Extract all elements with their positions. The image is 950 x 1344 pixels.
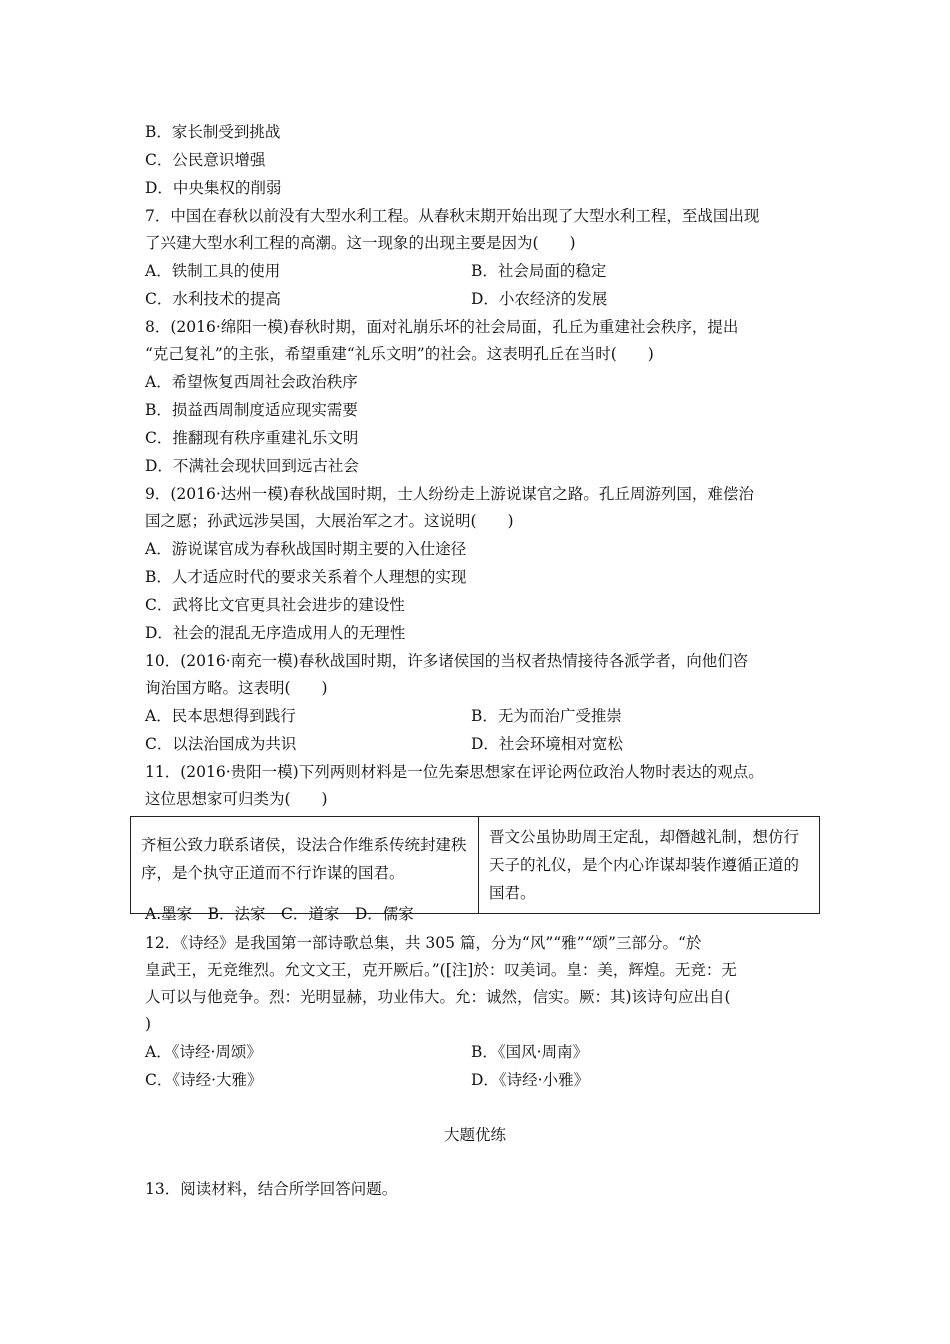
q8-option-a: A．希望恢复西周社会政治秩序	[145, 373, 358, 391]
q8-option-b: B．损益西周制度适应现实需要	[145, 401, 358, 419]
q7-stem-line2: 了兴建大型水利工程的高潮。这一现象的出现主要是因为( )	[145, 234, 576, 252]
q7-option-b: B．社会局面的稳定	[471, 262, 607, 280]
q9-option-a: A．游说谋官成为春秋战国时期主要的入仕途径	[145, 540, 467, 558]
q11-options: A.墨家 B．法家 C．道家 D．儒家	[145, 905, 414, 923]
q12-option-d: D．《诗经·小雅》	[471, 1071, 590, 1089]
q8-stem-line1: 8．(2016·绵阳一模)春秋时期，面对礼崩乐坏的社会局面，孔丘为重建社会秩序，提出	[145, 318, 739, 336]
q8-option-d: D．不满社会现状回到远古社会	[145, 457, 359, 475]
q11-material-left: 齐桓公致力联系诸侯，设法合作维系传统封建秩序，是个执守正道而不行诈谋的国君。	[131, 817, 479, 914]
q13-stem-line1: 13．阅读材料，结合所学回答问题。	[145, 1180, 398, 1198]
q10-option-a: A．民本思想得到践行	[145, 707, 296, 725]
q12-option-b: B．《国风·周南》	[471, 1043, 589, 1061]
q11-material-table	[130, 816, 820, 914]
q11-stem-line2: 这位思想家可归类为( )	[145, 790, 328, 808]
q11-material-right: 晋文公虽协助周王定乱，却僭越礼制，想仿行天子的礼仪，是个内心诈谋却装作遵循正道的国君。	[479, 817, 820, 914]
q10-stem-line2: 询治国方略。这表明( )	[145, 679, 328, 697]
q7-option-d: D．小农经济的发展	[471, 290, 608, 308]
q10-option-d: D．社会环境相对宽松	[471, 735, 623, 753]
q7-option-c: C．水利技术的提高	[145, 290, 281, 308]
q6-option-c: C．公民意识增强	[145, 151, 266, 169]
q6-option-d: D．中央集权的削弱	[145, 179, 282, 197]
q12-stem-line2: 皇武王，无竞维烈。允文文王，克开厥后。”([注]於：叹美词。皇：美，辉煌。无竞：无	[145, 961, 737, 979]
q10-option-b: B．无为而治广受推崇	[471, 707, 622, 725]
q9-option-c: C．武将比文官更具社会进步的建设性	[145, 596, 405, 614]
q6-option-b: B．家长制受到挑战	[145, 123, 281, 141]
q8-stem-line2: “克己复礼”的主张，希望重建“礼乐文明”的社会。这表明孔丘在当时( )	[145, 345, 654, 363]
q12-option-c: C．《诗经·大雅》	[145, 1071, 263, 1089]
q8-option-c: C．推翻现有秩序重建礼乐文明	[145, 429, 359, 447]
q7-stem-line1: 7．中国在春秋以前没有大型水利工程。从春秋末期开始出现了大型水利工程，至战国出现	[145, 207, 760, 225]
q12-stem-line3: 人可以与他竞争。烈：光明显赫，功业伟大。允：诚然，信实。厥：其)该诗句应出自(	[145, 988, 731, 1006]
q9-option-b: B．人才适应时代的要求关系着个人理想的实现	[145, 568, 467, 586]
q9-option-d: D．社会的混乱无序造成用人的无理性	[145, 624, 406, 642]
q9-stem-line1: 9．(2016·达州一模)春秋战国时期，士人纷纷走上游说谋官之路。孔丘周游列国，难偿治	[145, 485, 754, 503]
q10-option-c: C．以法治国成为共识	[145, 735, 297, 753]
q7-option-a: A．铁制工具的使用	[145, 262, 281, 280]
q12-stem-line1: 12．《诗经》是我国第一部诗歌总集，共 305 篇，分为“风”“雅”“颂”三部分。“於	[145, 934, 702, 952]
q12-option-a: A．《诗经·周颂》	[145, 1043, 262, 1061]
q11-stem-line1: 11．(2016·贵阳一模)下列两则材料是一位先秦思想家在评论两位政治人物时表达的观点。	[145, 763, 764, 781]
section-title: 大题优练	[443, 1126, 506, 1144]
q12-stem-line4: )	[145, 1015, 152, 1033]
q10-stem-line1: 10．(2016·南充一模)春秋战国时期，许多诸侯国的当权者热情接待各派学者，向他们咨	[145, 652, 749, 670]
q9-stem-line2: 国之愿；孙武远涉吴国，大展治军之才。这说明( )	[145, 512, 514, 530]
